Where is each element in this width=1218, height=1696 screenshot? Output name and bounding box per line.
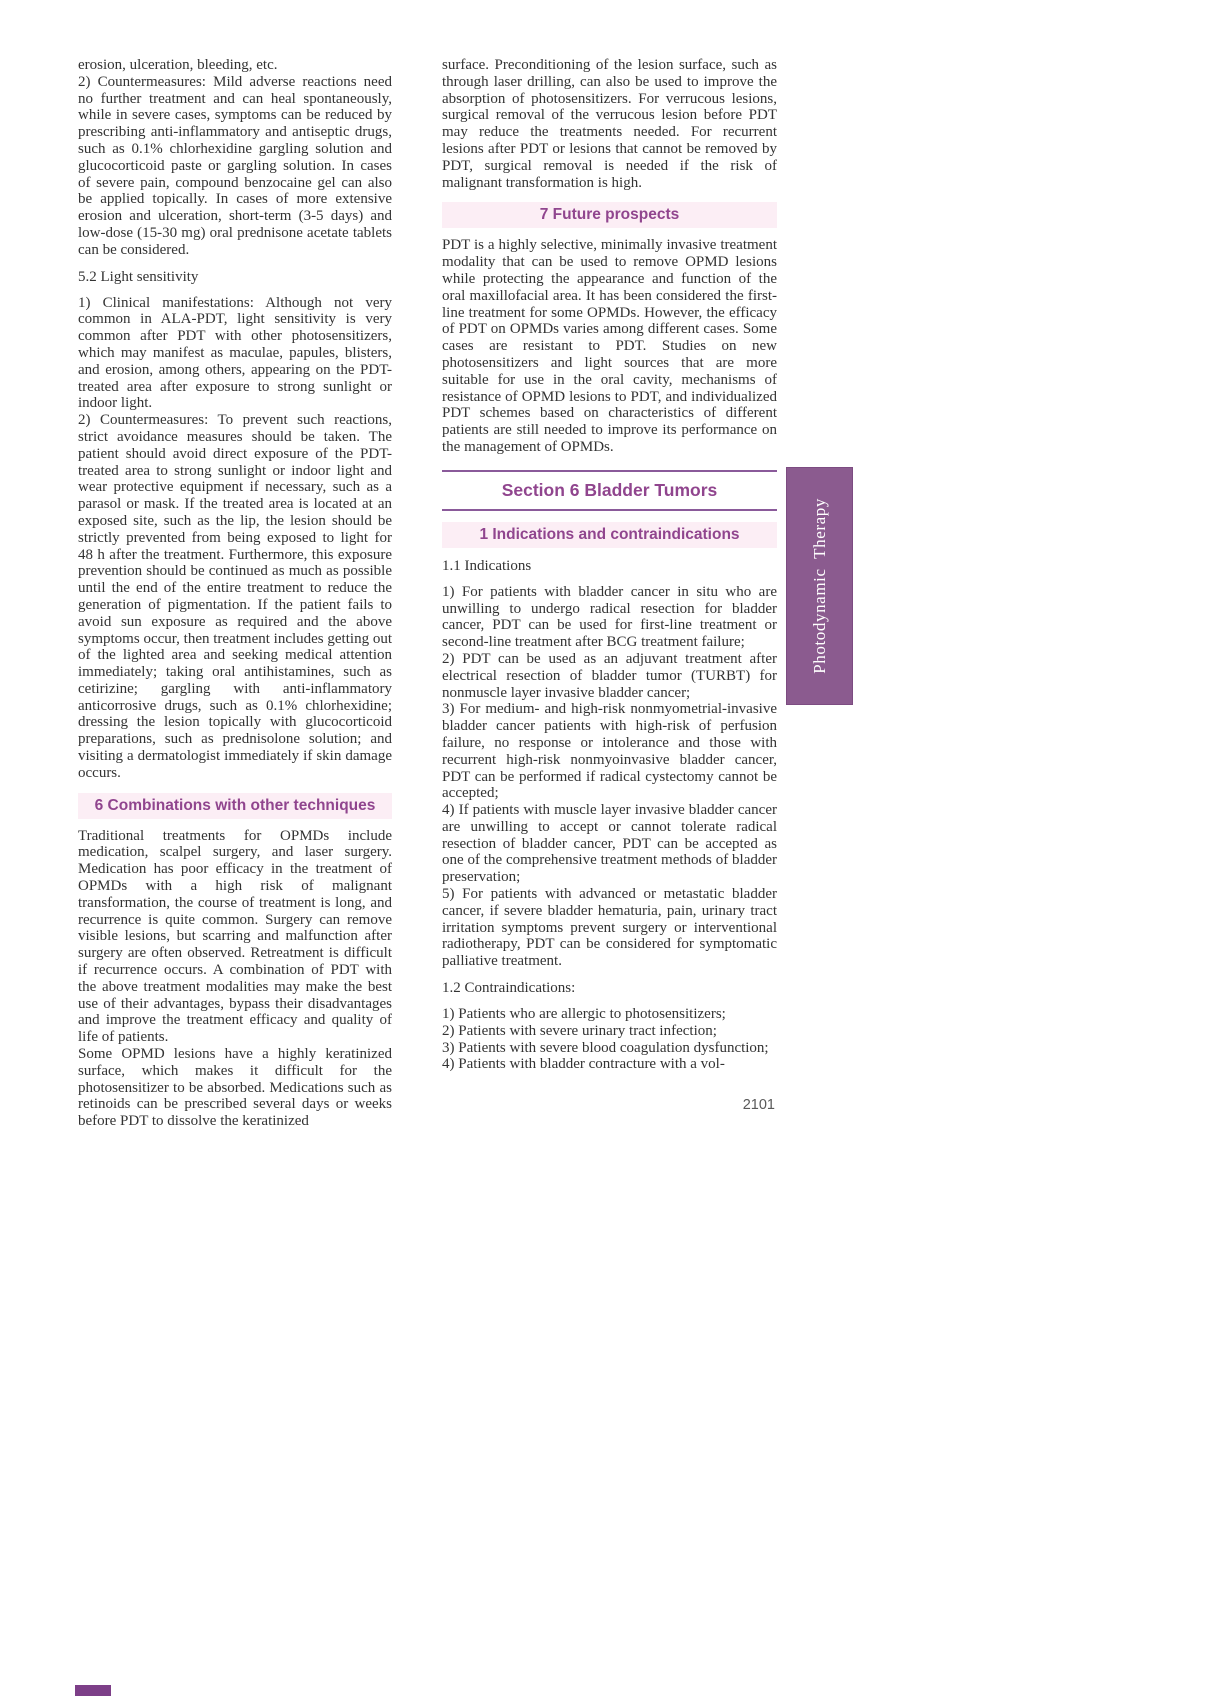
list-item: 2) PDT can be used as an adjuvant treatment after electrical resection of bladder tumor (TURBT) for nonmuscle layer invasive bladder cancer; [442,650,777,701]
list-item: 2) Patients with severe urinary tract infection; [442,1022,717,1039]
list-item: 1) For patients with bladder cancer in situ who are unwilling to undergo radical resection for bladder cancer, PDT can be used for first-line treatment or second-line treatment after BCG treatment failure; [442,583,777,651]
chapter-side-tab [786,467,853,705]
list-item: 3) For medium- and high-risk nonmyometrial-invasive bladder cancer patients with high-risk of perfusion failure, no response or intolerance and those with recurrent high-risk nonmyoinvasive bladder cancer, PDT can be performed if radical cystectomy cannot be accepted; [442,701,777,802]
list-item: 4) Patients with bladder contracture with a vol- [442,1056,725,1073]
left-column [78,57,392,1130]
paragraph: surface. Preconditioning of the lesion surface, such as through laser drilling, can also be used to improve the absorption of photosensitizers. For verrucous lesions, surgical removal of the verrucous lesion before PDT may reduce the treatments needed. For recurrent lesions after PDT or lesions that cannot be removed by PDT, surgical removal is needed if the risk of malignant transformation is high. [442,57,777,191]
right-column [442,57,777,1130]
list-item: 3) Patients with severe blood coagulation dysfunction; [442,1039,769,1056]
list-item: 1) Patients who are allergic to photosensitizers; [442,1006,726,1023]
section-heading-combinations: 6 Combinations with other techniques [78,793,392,819]
paragraph: erosion, ulceration, bleeding, etc. [78,57,278,73]
section-heading-indications-contraindications: 1 Indications and contraindications [442,522,777,548]
section-heading-bladder-tumors: Section 6 Bladder Tumors [442,470,777,511]
section-heading-future-prospects: 7 Future prospects [442,202,777,228]
paragraph: Traditional treatments for OPMDs include medication, scalpel surgery, and laser surgery. Medication has poor efficacy in the treatment of OPMDs with a high risk of malignant transformation, the course of treatment is long, and recurrence is quite common. Surgery can remove visible lesions, but scarring and malfunction after surgery are often observed. Retreatment is difficult if recurrence occurs. A combination of PDT with the above treatment modalities may make the best use of their advantages, bypass their disadvantages and improve the treatment efficacy and quality of life of patients. [78,827,392,1046]
subsection-heading-1-1: 1.1 Indications [442,557,532,574]
chapter-side-tab-label: Photodynamic Therapy [809,498,829,674]
paragraph: 2) Countermeasures: To prevent such reactions, strict avoidance measures should be taken. The patient should avoid direct exposure of the PDT-treated area to strong sunlight or indoor light and wear protective equipment if necessary, such as a parasol or mask. If the treated area is located at an exposed site, such as the lip, the lesion should be strictly prevented from being exposed to light for 48 h after the treatment. Furthermore, this exposure prevention should be continued as much as possible until the end of the entire treatment to reduce the generation of pigmentation. If the patient fails to avoid sun exposure as required and the above symptoms occur, then treatment includes getting out of the lighted area and seeking medical attention immediately; taking oral antihistamines, such as cetirizine; gargling with anti-inflammatory anticorrosive drugs, such as 0.1% chlorhexidine; dressing the lesion topically with glucocorticoid preparations, such as prednisolone solution; and visiting a dermatologist immediately if skin damage occurs. [78,412,392,781]
page-number: 2101 [742,1097,775,1114]
paragraph: PDT is a highly selective, minimally invasive treatment modality that can be used to remove OPMD lesions while protecting the appearance and function of the oral maxillofacial area. It has been considered the first-line treatment for some OPMDs. However, the efficacy of PDT on OPMDs varies among different cases. Some cases are resistant to PDT. Studies on new photosensitizers and light sources that are more suitable for use in the oral cavity, mechanisms of resistance of OPMD lesions to PDT, and individualized PDT schemes based on characteristics of different patients are still needed to improve its performance on the management of OPMDs. [442,237,777,455]
subsection-heading-5-2: 5.2 Light sensitivity [78,268,199,285]
page-content [78,57,777,1130]
list-item: 5) For patients with advanced or metastatic bladder cancer, if severe bladder hematuria, pain, urinary tract irritation symptoms prevent surgery or interventional radiotherapy, PDT can be considered for symptomatic palliative treatment. [442,886,777,970]
footer-tab-marker [75,1685,111,1696]
paragraph: Some OPMD lesions have a highly keratinized surface, which makes it difficult for the photosensitizer to be absorbed. Medications such as retinoids can be prescribed several days or weeks before PDT to dissolve the keratinized [78,1046,392,1130]
subsection-heading-1-2: 1.2 Contraindications: [442,980,576,997]
paragraph: 2) Countermeasures: Mild adverse reactions need no further treatment and can heal spontaneously, while in severe cases, symptoms can be reduced by prescribing anti-inflammatory and antiseptic drugs, such as 0.1% chlorhexidine gargling solution and glucocorticoid paste or gargling solution. In cases of severe pain, compound benzocaine gel can also be applied topically. In cases of more extensive erosion and ulceration, short-term (3-5 days) and low-dose (15-30 mg) oral prednisone acetate tablets can be considered. [78,73,392,258]
paragraph: 1) Clinical manifestations: Although not very common in ALA-PDT, light sensitivity is very common after PDT with other photosensitizers, which may manifest as maculae, papules, blisters, and erosion, among others, appearing on the PDT-treated area after exposure to strong sunlight or indoor light. [78,294,392,412]
list-item: 4) If patients with muscle layer invasive bladder cancer are unwilling to accept or cannot tolerate radical resection of bladder cancer, PDT can be accepted as one of the comprehensive treatment methods of bladder preservation; [442,802,777,886]
